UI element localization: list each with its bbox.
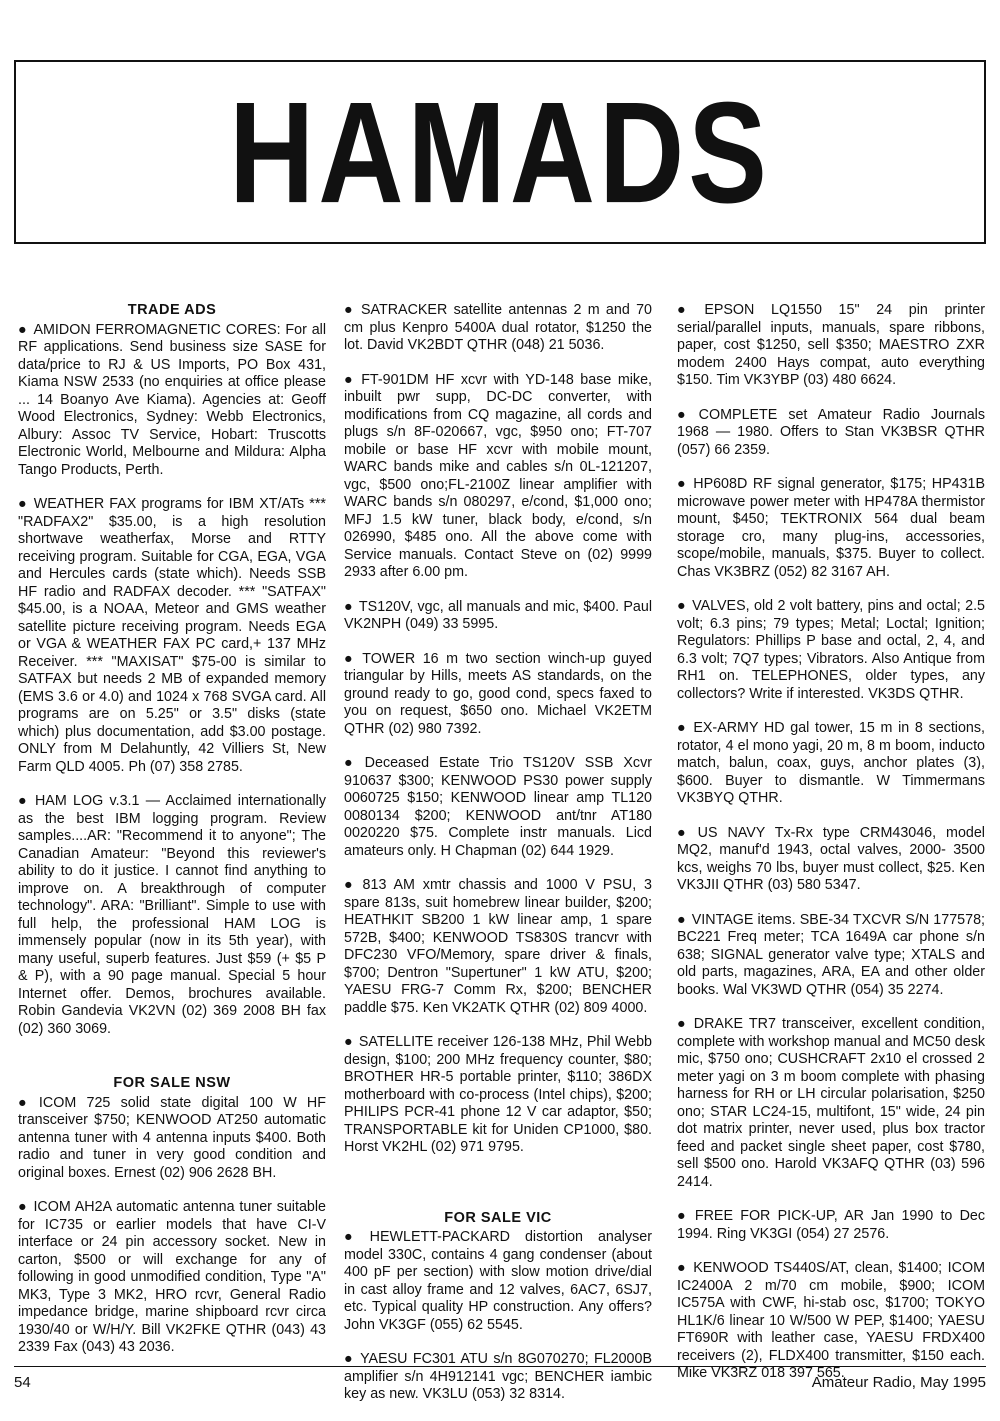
ad-item: ● US NAVY Tx-Rx type CRM43046, model MQ2, manuf'd 1943, octal valves, 2000- 3500 kcs, weighs 70 lbs, buyer must collect, $25. Ken VK3JII QTHR (03) 580 5347. — [677, 824, 985, 893]
ad-item: ● WEATHER FAX programs for IBM XT/ATs *** "RADFAX2" $35.00, is a high resolution shortwave weatherfax, Morse and RTTY receiving program. Suitable for CGA, EGA, VGA and Hercules cards (state which). Needs SSB HF radio and RADFAX decoder. *** "SATFAX" $45.00, is a NOAA, Meteor and GMS weather satellite picture receiving program. Needs EGA or VGA & WEATHER FAX PC card,+ 137 MHz Receiver. *** "MAXISAT" $75-00 is similar to SATFAX but needs 2 MB of expanded memory (EMS 3.6 or 4.0) and 1024 x 768 SVGA card. All programs are on 5.25" or 3.5" disks (state which) plus documentation, add $3.00 postage. ONLY from M Delahuntly, 42 Villiers St, New Farm QLD 4005. Ph (07) 358 2785. — [18, 496, 326, 775]
bullet-icon: ● — [677, 1016, 688, 1032]
ad-item: ● COMPLETE set Amateur Radio Journals 1968 — 1980. Offers to Stan VK3BSR QTHR (057) 66 2359. — [677, 406, 986, 458]
section-heading-vic: FOR SALE VIC — [444, 1209, 552, 1226]
bullet-icon: ● — [677, 1260, 688, 1276]
bullet-icon: ● — [344, 302, 355, 318]
column-2 — [344, 302, 652, 1421]
ad-item: ● SATRACKER satellite antennas 2 m and 70 cm plus Kenpro 5400A dual rotator, $1250 the lot. David VK2BDT QTHR (048) 21 5036. — [344, 302, 652, 353]
magazine-issue: Amateur Radio, May 1995 — [811, 1374, 986, 1391]
ad-item: ● ICOM 725 solid state digital 100 W HF transceiver $750; KENWOOD AT250 automatic antenna tuner with 4 antenna inputs $400. Both radio and tuner in very good condition and original boxes. Ernest (02) 906 2628 BH. — [18, 1094, 326, 1181]
ad-item: ● EX-ARMY HD gal tower, 15 m in 8 sections, rotator, 4 el mono yagi, 20 m, 8 m boom, inducto match, balun, coax, guys, anchor plates (3), $600. Buyer to dismantle. W Timmermans VK3BYQ QTHR. — [677, 720, 985, 806]
spacer — [344, 1174, 652, 1210]
column-1 — [18, 302, 326, 1374]
bullet-icon: ● — [344, 877, 357, 893]
bullet-icon: ● — [18, 793, 29, 809]
section-heading-trade: TRADE ADS — [127, 302, 217, 318]
ad-item: ● FT-901DM HF xcvr with YD-148 base mike, inbuilt pwr supp, DC-DC converter, with modifications from CQ magazine, all cords and plugs s/n 8F-020667, vgc, $950 ono; FT-707 mobile or base HF xcvr with mobile mount, WARC bands mike and cables s/n 0L-121207, vgc, $500 ono;FL-2100Z linear amplifier with WARC bands s/n 080297, e/cond, $1,000 ono; MFJ 1.5 kW tuner, black body, e/cond, s/n 026990, $485 ono. All the above come with Service manuals. Contact Steve on (02) 9999 2933 after 6.00 pm. — [344, 371, 652, 580]
ad-item: ● TS120V, vgc, all manuals and mic, $400. Paul VK2NPH (049) 33 5995. — [344, 598, 653, 632]
bullet-icon: ● — [677, 911, 686, 928]
page-number: 54 — [14, 1374, 31, 1391]
bullet-icon: ● — [344, 650, 357, 667]
bullet-icon: ● — [18, 1094, 33, 1111]
bullet-icon: ● — [344, 598, 353, 615]
ad-item: ● EPSON LQ1550 15" 24 pin printer serial/parallel inputs, manuals, spare ribbons, paper, cost $1250, sell $350; MAESTRO ZXR modem 2400 Hays compat, auto everything $150. Tim VK3YBP (03) 480 6624. — [677, 302, 986, 388]
ad-item: ● TOWER 16 m two section winch-up guyed triangular by Hills, meets AS standards, on the ground ready to go, good cond, specs faxed to you on request, $650 ono. Michael VK2ETM QTHR (02) 980 7392. — [344, 650, 652, 737]
ad-item: ● Deceased Estate Trio TS120V SSB Xcvr 910637 $300; KENWOOD PS30 power supply 0060725 $150; KENWOOD linear amp TL120 0080134 $200; KENWOOD ant/tnr AT180 0020220 $75. Complete instr manuals. Licd amateurs only. H Chapman (02) 644 1929. — [344, 755, 652, 859]
footer-divider — [14, 1366, 986, 1367]
bullet-icon: ● — [677, 1208, 689, 1224]
bullet-icon: ● — [344, 371, 356, 388]
ad-item: ● FREE FOR PICK-UP, AR Jan 1990 to Dec 1994. Ring VK3GI (054) 27 2576. — [677, 1208, 985, 1242]
bullet-icon: ● — [344, 1034, 353, 1050]
bullet-icon: ● — [677, 824, 692, 841]
ad-item: ● KENWOOD TS440S/AT, clean, $1400; ICOM IC2400A 2 m/70 cm mobile, $900; ICOM IC575A with CWF, hi-stab osc, $1700; TOKYO HL1K/6 linear 10 W/500 W PEP, $1400; YAESU FT690R with leather case, YAESU FRDX400 receivers (2), FLDX400 transmitter, $150 each. Mike VK3RZ 018 397 565. — [677, 1260, 985, 1381]
bullet-icon: ● — [18, 496, 28, 512]
bullet-icon: ● — [344, 1229, 364, 1245]
bullet-icon: ● — [18, 321, 28, 338]
column-3 — [677, 302, 985, 1400]
bullet-icon: ● — [677, 406, 693, 423]
ad-item: ● VALVES, old 2 volt battery, pins and octal; 2.5 volt; 6.3 pins; 79 types; Metal; Loctal; Ignition; Regulators: Phillips P base and octal, 2, 4, and 6.3 volt; 7Q7 types; Vibrators. Also Antique from RH1 on. TELEPHONES, older types, any collectors? Write if interested. VK3DS QTHR. — [677, 598, 985, 702]
ad-item: ● VINTAGE items. SBE-34 TXCVR S/N 177578; BC221 Freq meter; TCA 1649A car phone s/n 638; SIGNAL generator valve type; XTALS and old parts, magazines, ARA, EA and other older books. Wal VK3WD QTHR (054) 35 2274. — [677, 911, 985, 998]
page-title: HAMADS — [229, 72, 771, 234]
section-heading-nsw: FOR SALE NSW — [113, 1075, 231, 1091]
ad-item: ● HP608D RF signal generator, $175; HP431B microwave power meter with HP478A thermistor mount, $450; TEKTRONIX 564 dual beam storage cro, many plug-ins, accessories, scope/mobile, manuals, $375. Buyer to collect. Chas VK3BRZ (052) 82 3167 AH. — [677, 476, 985, 580]
bullet-icon: ● — [677, 302, 699, 318]
bullet-icon: ● — [677, 720, 688, 736]
bullet-icon: ● — [344, 1351, 355, 1367]
ad-item: ● YAESU FC301 ATU s/n 8G070270; FL2000B amplifier s/n 4H912141 vgc; BENCHER iambic key as new. VK3LU (053) 32 8314. — [344, 1351, 652, 1402]
bullet-icon: ● — [344, 755, 359, 771]
bullet-icon: ● — [677, 598, 687, 614]
ad-item: ● 813 AM xmtr chassis and 1000 V PSU, 3 spare 813s, suit homebrew linear builder, $200; HEATHKIT SB200 1 kW linear amp, 1 spare 572B, $400; KENWOOD TS830S trancvr with DFC230 VFO/Memory, spare driver & finals, $700; Dentron "Supertuner" 1 kW ATU, $200; YAESU FRG-7 Comm Rx, $200; BENCHER paddle $75. Ken VK2ATK QTHR (02) 809 4000. — [344, 877, 653, 1016]
bullet-icon: ● — [18, 1199, 28, 1215]
ad-item: ● HAM LOG v.3.1 — Acclaimed internationally as the best IBM logging program. Review samples....AR: "Recommend it to anyone"; The Canadian Amateur: "Beyond this reviewer's ability to do it justice. I cannot find anything to improve on. A breakthrough of computer technology". ARA: "Brilliant". Simple to use with full help, the professional HAM LOG is immensely popular (now in its 5th year), with many useful, superb features. Just $59 (+ $5 P & P), with a 90 page manual. Special 5 hour Internet offer. Demos, brochures available. Robin Gandevia VK2VN (02) 369 2008 BH fax (02) 360 3069. — [18, 793, 327, 1037]
ad-item: ● ICOM AH2A automatic antenna tuner suitable for IC735 or earlier models that have CI-V interface or 24 pin accessory socket. New in carton, $500 or will exchange for any of following in good unmodified condition, Type "A" MK3, Type 3 MK2, HRO rcvr, General Radio impedance bridge, marine shipboard rcvr circa 1930/40 or W/H/Y. Bill VK2FKE QTHR (043) 43 2339 Fax (043) 43 2036. — [18, 1199, 326, 1355]
title-box — [14, 60, 986, 244]
ad-item: ● HEWLETT-PACKARD distortion analyser model 330C, contains 4 gang condenser (about 400 pF per section) with slow motion drive/dial in cast alloy frame and 12 valves, 6AC7, 6SJ7, etc. Typical quality HP construction. Any offers? John VK3GF (055) 62 5545. — [344, 1229, 652, 1333]
spacer — [18, 1055, 326, 1075]
ad-item: ● SATELLITE receiver 126-138 MHz, Phil Webb design, $100; 200 MHz frequency counter, $80; BROTHER HR-5 portable printer, $110; 386DX motherboard with co-process (Intel chips), $200; PHILIPS PCR-41 phone 12 V car adaptor, $50; TRANSPORTABLE kit for Uniden CP1000, $80. Horst VK2HL (02) 971 9795. — [344, 1034, 652, 1155]
ad-item: ● AMIDON FERROMAGNETIC CORES: For all RF applications. Send business size SASE for data/price to RJ & US Imports, PO Box 431, Kiama NSW 2533 (no enquiries at office please ... 14 Boanyo Ave Kiama). Agencies at: Geoff Wood Electronics, Sydney: Webb Electronics, Albury: Assoc TV Service, Hobart: Truscotts Electronic World, Melbourne and Mildura: Alpha Tango Products, Perth. — [18, 321, 326, 478]
bullet-icon: ● — [677, 476, 688, 492]
ad-item: ● DRAKE TR7 transceiver, excellent condition, complete with workshop manual and MC50 desk mic, $750 ono; CUSHCRAFT 2x10 el crossed 2 meter yagi on 3 m boom complete with phasing harness for RH or LH circular polarisation, $250 ono; STAR LC24-15, multifont, 15" wide, 24 pin dot matrix printer, never used, plus box tractor feed and packet single sheet paper, cost $780, sell $500 ono. Harold VK3AFQ QTHR (03) 596 2414. — [677, 1016, 985, 1190]
